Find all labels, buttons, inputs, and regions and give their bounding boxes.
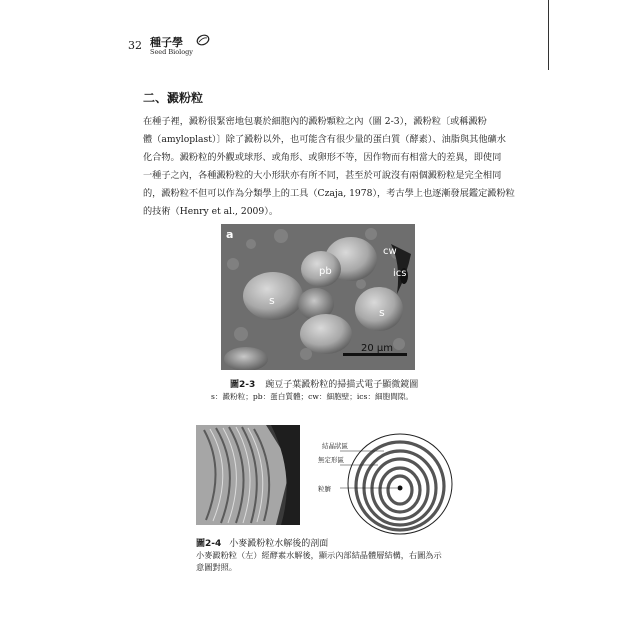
body-paragraph (143, 113, 515, 221)
label-s-left: s (269, 294, 275, 307)
label-s-right: s (379, 306, 385, 319)
figure-caption (230, 377, 418, 390)
label-crystalline-region: 結晶狀區 (322, 442, 348, 450)
figure-title: 小麥澱粉粒水解後的剖面 (229, 539, 329, 549)
page-number: 32 (128, 39, 142, 52)
figure-number: 圖2-4 (196, 539, 222, 549)
hydrolyzed-granule-photo (196, 425, 300, 525)
figure-title: 豌豆子葉澱粉粒的掃描式電子顯微鏡圖 (265, 380, 419, 390)
scale-bar-label: 20 µm (361, 343, 394, 354)
label-ics: ics (393, 268, 407, 279)
figure-legend-note: s：澱粉粒；pb：蛋白質體；cw：細胞壁；ics：細胞間隙。 (211, 392, 414, 401)
book-subtitle: Seed Biology (150, 48, 193, 56)
hilum-point (398, 486, 403, 491)
book-title: 種子學 (150, 36, 183, 49)
body-line: 的，澱粉粒不但可以作為分類學上的工具（Czaja, 1978），考古學上也逐漸發展鑑定澱粉粒 (143, 188, 515, 199)
page-edge-rule (548, 0, 549, 70)
label-hilum: 粒臍 (318, 485, 331, 493)
label-amorphous-region: 無定形區 (318, 456, 344, 464)
seed-icon (196, 34, 210, 46)
section-heading: 二、澱粉粒 (143, 91, 204, 105)
body-line: 在種子裡，澱粉很緊密地包裹於細胞內的澱粉顆粒之內（圖 2-3），澱粉粒〔或稱澱粉 (143, 116, 487, 127)
panel-label: a (226, 228, 234, 241)
figure-legend-note (196, 549, 456, 573)
figure-number: 圖2-3 (230, 380, 256, 390)
body-line: 化合物。澱粉粒的外觀或球形、或角形、或卵形不等，因作物而有相當大的差異，即使同 (143, 152, 502, 163)
body-line: 一種子之內，各種澱粉粒的大小形狀亦有所不同，甚至於可說沒有兩個澱粉粒是完全相同 (143, 170, 502, 181)
label-cw: cw (383, 246, 397, 257)
legend-line: 意圖對照。 (196, 562, 237, 572)
body-line: 體（amyloplast）〕除了澱粉以外，也可能含有很少量的蛋白質（酵素）、油脂與其他礦水 (143, 134, 506, 145)
sem-micrograph (221, 224, 415, 370)
label-pb: pb (319, 266, 332, 277)
granule-ring-diagram (300, 425, 460, 535)
figure-caption (196, 536, 328, 549)
body-line: 的技術（Henry et al., 2009）。 (143, 206, 279, 217)
legend-line: 小麥澱粉粒（左）經酵素水解後，顯示內部結晶體層結構，右圖為示 (196, 550, 442, 560)
